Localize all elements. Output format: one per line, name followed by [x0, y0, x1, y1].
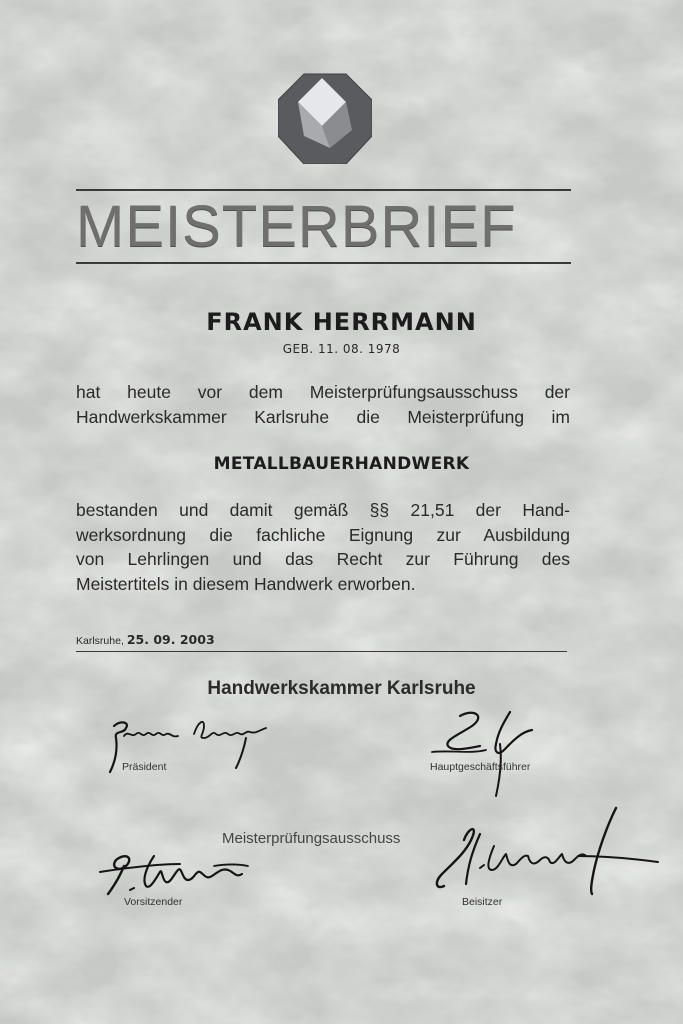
managing-director-label: Hauptgeschäftsführer: [430, 761, 531, 773]
president-label: Präsident: [122, 761, 167, 773]
body-paragraph: [76, 498, 570, 596]
chair-label: Vorsitzender: [124, 896, 183, 908]
committee-label: Meisterprüfungsausschuss: [222, 830, 401, 847]
intro-line: hat heute vor dem Meisterprüfungsausschuss der: [76, 382, 570, 402]
body-line: bestanden und damit gemäß §§ 21,51 der Hand-: [76, 500, 570, 520]
place-and-date: [76, 632, 215, 647]
place-label: Karlsruhe,: [76, 635, 124, 647]
date-rule: [76, 651, 567, 652]
body-line: werksordnung die fachliche Eignung zur Ausbildung: [76, 524, 570, 545]
handwerk-emblem-icon: [278, 72, 372, 164]
birth-date: GEB. 11. 08. 1978: [282, 342, 401, 356]
certificate-title: MEISTERBRIEF: [76, 194, 517, 259]
managing-director-signature: [424, 704, 554, 800]
title-top-rule: [76, 189, 571, 191]
trade-name: METALLBAUERHANDWERK: [213, 454, 470, 474]
recipient-name: FRANK HERRMANN: [206, 308, 477, 336]
chamber-name: Handwerkskammer Karlsruhe: [207, 678, 476, 699]
assessor-signature: [428, 804, 664, 904]
assessor-label: Beisitzer: [462, 896, 503, 908]
intro-paragraph: [76, 380, 570, 429]
intro-line: Handwerkskammer Karlsruhe die Meisterprüfung im: [76, 406, 570, 427]
title-bottom-rule: [76, 262, 571, 264]
body-line: von Lehrlingen und das Recht zur Führung des: [76, 549, 570, 569]
issue-date: 25. 09. 2003: [126, 632, 215, 647]
body-line: Meistertitels in diesem Handwerk erworben.: [76, 573, 416, 594]
chair-signature: [96, 846, 256, 902]
